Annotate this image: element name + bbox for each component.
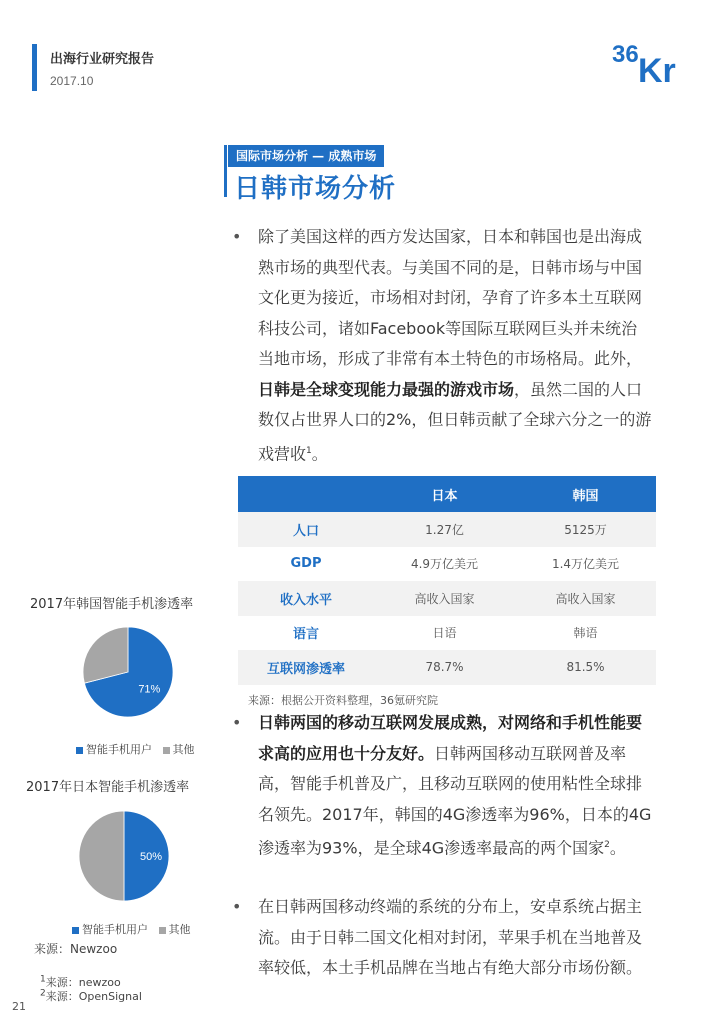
pie-data-label: 50%	[139, 851, 163, 863]
table-cell: 高收入国家	[374, 581, 515, 616]
legend-swatch-gray	[159, 927, 166, 934]
legend-swatch-blue	[76, 747, 83, 754]
table-cell: 78.7%	[374, 650, 515, 685]
table-row	[238, 616, 656, 651]
text-run: 。	[609, 838, 626, 858]
pie-slice-1	[79, 811, 124, 901]
logo-number: 36	[612, 41, 639, 68]
pie-data-label: 71%	[138, 683, 161, 696]
legend-item	[163, 743, 195, 756]
japan-pie-chart	[74, 806, 174, 906]
bold-highlight: 日韩两国的移动互联网发展成熟，对网络和手机性能要求高的应用也十分友好。	[258, 713, 643, 763]
row-label: 人口	[238, 512, 374, 547]
table-source: 来源：根据公开资料整理，36氪研究院	[248, 694, 438, 707]
table-cell: 1.4万亿美元	[515, 547, 656, 582]
table-row	[238, 547, 656, 582]
footnote-number: 2	[40, 988, 46, 999]
table-cell: 日语	[374, 616, 515, 651]
japan-pie-legend	[72, 921, 191, 937]
legend-label: 智能手机用户	[86, 743, 152, 756]
table-cell: 4.9万亿美元	[374, 547, 515, 582]
row-label: 语言	[238, 616, 374, 651]
legend-label: 其他	[168, 923, 191, 936]
korea-pie-title: 2017年韩国智能手机渗透率	[30, 597, 194, 612]
table-row	[238, 650, 656, 685]
footnote-ref: 2	[604, 840, 610, 850]
japan-pie-title: 2017年日本智能手机渗透率	[26, 780, 190, 795]
logo-36kr	[612, 38, 692, 86]
header-accent-bar	[32, 44, 37, 91]
row-label: 互联网渗透率	[238, 650, 374, 685]
footnote-text: 来源：newzoo	[45, 976, 121, 989]
legend-swatch-blue	[72, 927, 79, 934]
paragraph-mobile-os	[232, 892, 652, 984]
row-label: 收入水平	[238, 581, 374, 616]
footnote-number: 1	[40, 974, 46, 985]
footnote-2	[40, 988, 142, 1004]
text-run: 日韩两国移动互联网普及率高，智能手机普及广，且移动互联网的使用粘性全球排名领先。2017年，韩国的4G渗透率为96%，日本的4G渗透率为93%，是全球4G渗透率最高的两个国家	[258, 743, 652, 858]
report-date: 2017.10	[50, 74, 94, 88]
text-run: 。	[311, 443, 328, 463]
legend-swatch-gray	[163, 747, 170, 754]
bold-highlight: 日韩是全球变现能力最强的游戏市场	[258, 379, 515, 399]
paragraph-intro	[232, 222, 652, 469]
korea-pie-legend	[76, 741, 195, 757]
table-row	[238, 581, 656, 616]
bullet: •	[232, 227, 242, 246]
korea-pie-chart	[78, 622, 178, 722]
bullet: •	[232, 897, 242, 916]
legend-item	[76, 743, 152, 756]
table-cell: 5125万	[515, 512, 656, 547]
table-cell: 韩语	[515, 616, 656, 651]
table-header-cell: 韩国	[515, 476, 656, 512]
table-cell: 高收入国家	[515, 581, 656, 616]
section-tag: 国际市场分析 — 成熟市场	[228, 145, 384, 167]
text-run: 除了美国这样的西方发达国家，日本和韩国也是出海成熟市场的典型代表。与美国不同的是，日韩市场与中国文化更为接近，市场相对封闭，孕育了许多本土互联网科技公司，诸如Facebook等国际互联网巨头并未统治当地市场，形成了非常有本土特色的市场格局。此外，	[258, 227, 643, 368]
chart-source: 来源：Newzoo	[34, 942, 118, 956]
paragraph-mobile-internet-text	[232, 708, 652, 864]
section-accent-line	[224, 145, 227, 197]
footnote-text: 来源：OpenSignal	[45, 990, 142, 1003]
legend-label: 其他	[172, 743, 195, 756]
table-header-cell	[238, 476, 374, 512]
paragraph-intro-text	[232, 222, 652, 469]
bullet: •	[232, 713, 242, 732]
paragraph-mobile-os-text: 在日韩两国移动终端的系统的分布上，安卓系统占据主流。由于日韩二国文化相对封闭，苹果手机在当地普及率较低，本土手机品牌在当地占有绝大部分市场份额。	[258, 897, 643, 977]
table-cell: 1.27亿	[374, 512, 515, 547]
japan-korea-comparison-table	[238, 476, 656, 685]
logo-letters: Kr	[638, 52, 676, 86]
report-title: 出海行业研究报告	[50, 52, 155, 67]
paragraph-mobile-internet	[232, 708, 652, 864]
text-run: ，虽然二国的人口数仅占世界人口的2%，但日韩贡献了全球六分之一的游戏营收	[258, 379, 652, 463]
legend-item	[159, 923, 191, 936]
legend-label: 智能手机用户	[82, 923, 148, 936]
legend-item	[72, 923, 148, 936]
row-label: GDP	[238, 547, 374, 582]
footnote-ref: 1	[306, 445, 312, 456]
page-number: 21	[12, 1000, 26, 1013]
section-title: 日韩市场分析	[234, 174, 397, 204]
table-cell: 81.5%	[515, 650, 656, 685]
table-row	[238, 512, 656, 547]
table-header-row	[238, 476, 656, 512]
table-header-cell: 日本	[374, 476, 515, 512]
